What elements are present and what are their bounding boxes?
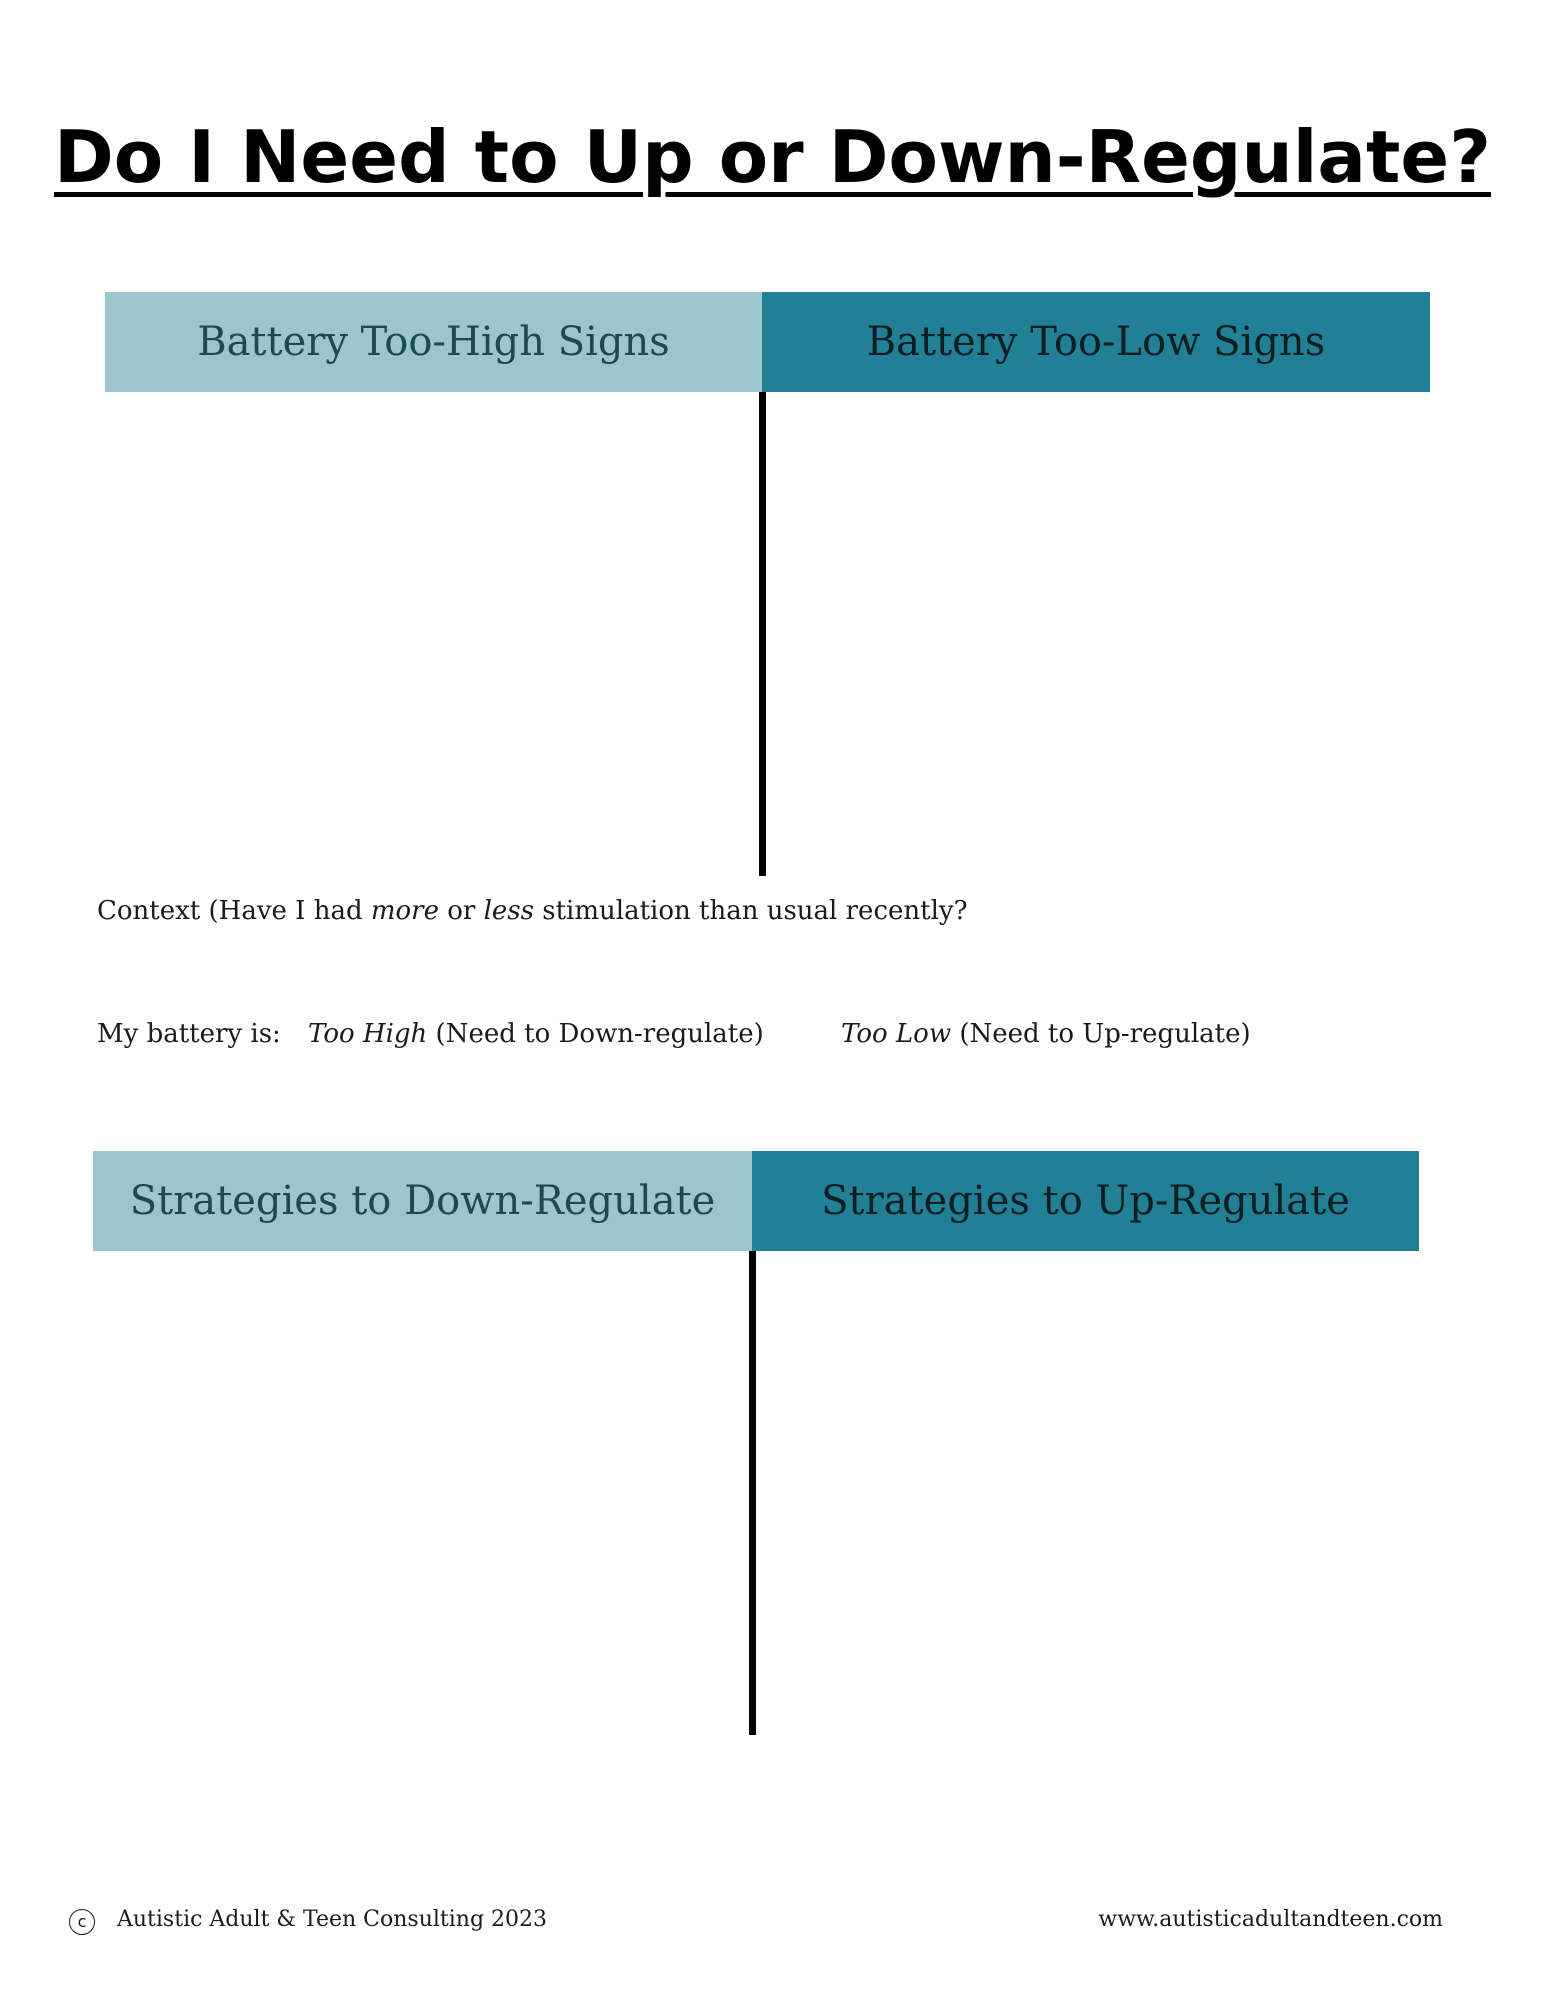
battery-option-too-low-italic: Too Low xyxy=(841,1019,952,1049)
header-battery-too-high xyxy=(105,292,762,392)
battery-label-text: My battery is: xyxy=(97,1019,281,1049)
context-middle: or xyxy=(438,896,484,926)
footer-copyright-label: Autistic Adult & Teen Consulting 2023 xyxy=(117,1907,548,1932)
footer-website xyxy=(1098,1907,1443,1932)
header-strategies-down-label: Strategies to Down-Regulate xyxy=(129,1178,716,1224)
header-strategies-up xyxy=(752,1151,1419,1251)
copyright-icon xyxy=(69,1909,95,1935)
page-title-text: Do I Need to Up or Down-Regulate? xyxy=(54,115,1491,199)
bottom-chart-divider xyxy=(749,1251,756,1735)
battery-option-too-high xyxy=(308,1019,764,1049)
battery-option-too-low-rest: (Need to Up-regulate) xyxy=(951,1019,1251,1049)
header-battery-too-high-label: Battery Too-High Signs xyxy=(197,319,670,365)
copyright-symbol: c xyxy=(77,1912,87,1931)
context-question xyxy=(97,896,968,926)
header-strategies-down xyxy=(93,1151,752,1251)
footer-copyright-text xyxy=(117,1907,547,1932)
context-word-more: more xyxy=(370,896,439,926)
context-prefix: Context (Have I had xyxy=(97,896,371,926)
header-strategies-up-label: Strategies to Up-Regulate xyxy=(821,1178,1350,1224)
header-battery-too-low-label: Battery Too-Low Signs xyxy=(866,319,1326,365)
page-title xyxy=(0,112,1545,202)
battery-option-too-high-italic: Too High xyxy=(308,1019,428,1049)
footer-website-label: www.autisticadultandteen.com xyxy=(1098,1907,1443,1932)
top-chart-divider xyxy=(759,392,766,876)
header-battery-too-low xyxy=(762,292,1430,392)
battery-label xyxy=(97,1019,281,1049)
battery-option-too-low xyxy=(841,1019,1251,1049)
context-word-less: less xyxy=(483,896,534,926)
context-suffix: stimulation than usual recently? xyxy=(534,896,968,926)
battery-option-too-high-rest: (Need to Down-regulate) xyxy=(427,1019,764,1049)
